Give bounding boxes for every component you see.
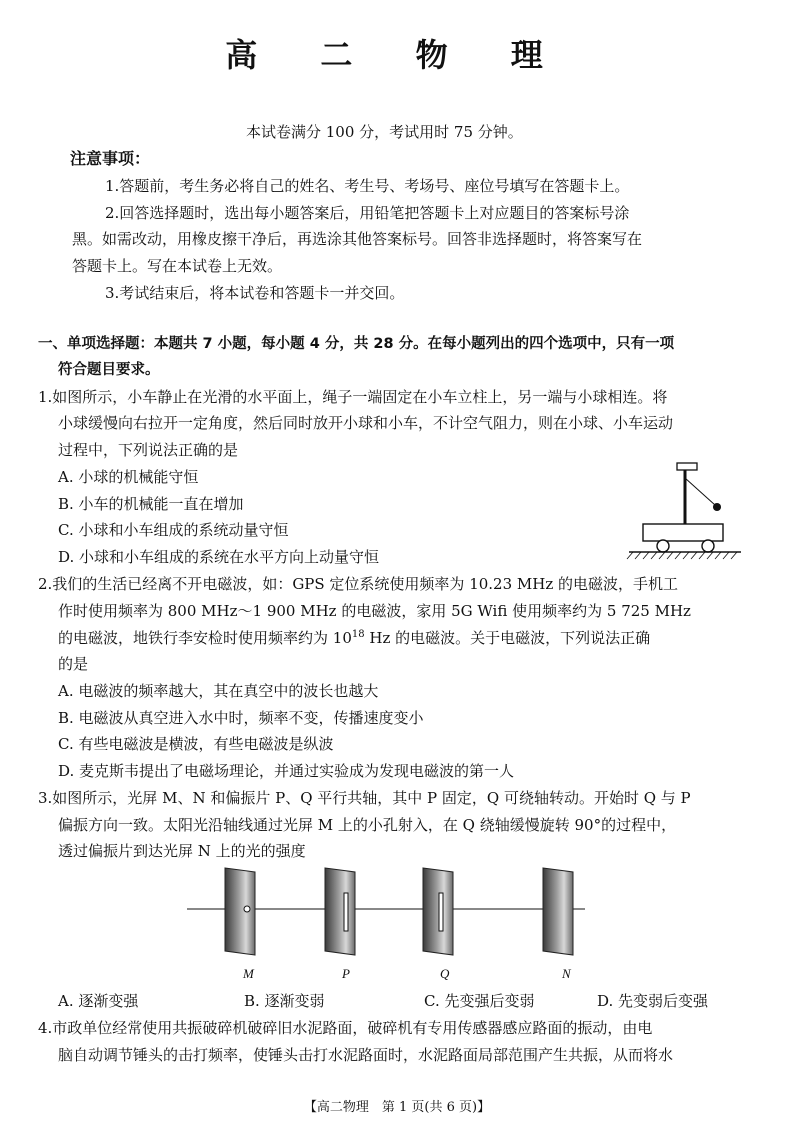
- rope: [685, 478, 715, 505]
- q1-stem-1: 1.如图所示，小车静止在光滑的水平面上，绳子一端固定在小车立柱上，另一端与小球相连。将: [38, 388, 668, 406]
- q4-stem-1: 4.市政单位经常使用共振破碎机破碎旧水泥路面，破碎机有专用传感器感应路面的振动，由电: [38, 1019, 653, 1037]
- q3-stem-1: 3.如图所示，光屏 M、N 和偏振片 P、Q 平行共轴，其中 P 固定，Q 可绕轴转动。开始时 Q 与 P: [38, 789, 691, 807]
- q3-option-c: C. 先变强后变弱: [424, 992, 535, 1010]
- notice-item-3: 3.考试结束后，将本试卷和答题卡一并交回。: [105, 284, 405, 302]
- q3-stem-3: 透过偏振片到达光屏 N 上的光的强度: [58, 842, 306, 860]
- q2-option-c: C. 有些电磁波是横波，有些电磁波是纵波: [58, 735, 334, 753]
- q2-option-d: D. 麦克斯韦提出了电磁场理论，并通过实验成为发现电磁波的第一人: [58, 762, 515, 780]
- label-p: P: [342, 966, 350, 981]
- label-q: Q: [440, 966, 450, 981]
- q1-option-b: B. 小车的机械能一直在增加: [58, 495, 244, 513]
- label-m: M: [243, 966, 254, 981]
- screen-m: [225, 868, 255, 955]
- cart-body: [643, 524, 723, 541]
- q4-stem-2: 脑自动调节锤头的击打频率，使锤头击打水泥路面时，水泥路面局部范围产生共振，从而将水: [58, 1046, 674, 1064]
- q1-stem-3: 过程中，下列说法正确的是: [58, 441, 239, 459]
- notice-item-1: 1.答题前，考生务必将自己的姓名、考生号、考场号、座位号填写在答题卡上。: [105, 177, 630, 195]
- q2-option-a: A. 电磁波的频率越大，其在真空中的波长也越大: [58, 682, 379, 700]
- polarizer-figure: [185, 860, 605, 960]
- exam-info: 本试卷满分 100 分，考试用时 75 分钟。: [246, 123, 523, 141]
- q2-option-b: B. 电磁波从真空进入水中时，频率不变，传播速度变小: [58, 709, 424, 727]
- q1-option-a: A. 小球的机械能守恒: [58, 468, 199, 486]
- q3-option-b: B. 逐渐变弱: [244, 992, 325, 1010]
- ball: [713, 503, 721, 511]
- q1-option-c: C. 小球和小车组成的系统动量守恒: [58, 521, 289, 539]
- section-heading-cont: 符合题目要求。: [58, 362, 160, 378]
- q3-option-d: D. 先变弱后变强: [597, 992, 709, 1010]
- notice-item-2: 2.回答选择题时，选出每小题答案后，用铅笔把答题卡上对应题目的答案标号涂: [105, 204, 630, 222]
- notice-item-2-cont2: 答题卡上。写在本试卷上无效。: [72, 257, 283, 275]
- label-n: N: [562, 966, 571, 981]
- polarizer-p: [325, 868, 355, 955]
- q2-stem-2: 作时使用频率为 800 MHz～1 900 MHz 的电磁波，家用 5G Wifi 使用频率约为 5 725 MHz: [58, 602, 691, 620]
- q3-stem-2: 偏振方向一致。太阳光沿轴线通过光屏 M 上的小孔射入，在 Q 绕轴缓慢旋转 90°的过程中，: [58, 816, 677, 834]
- polarizer-q: [423, 868, 453, 955]
- section-heading: 一、单项选择题：本题共 7 小题，每小题 4 分，共 28 分。在每小题列出的四个选项中，只有一项: [38, 336, 675, 352]
- q3-option-a: A. 逐渐变强: [58, 992, 139, 1010]
- q1-stem-2: 小球缓慢向右拉开一定角度，然后同时放开小球和小车，不计空气阻力，则在小球、小车运动: [58, 414, 674, 432]
- page-footer: 【高二物理 第 1 页(共 6 页)】: [303, 1100, 491, 1115]
- q1-option-d: D. 小球和小车组成的系统在水平方向上动量守恒: [58, 548, 380, 566]
- q2-stem-1: 2.我们的生活已经离不开电磁波，如：GPS 定位系统使用频率为 10.23 MHz 的电磁波，手机工: [38, 575, 679, 593]
- cart-pendulum-figure: [625, 460, 745, 565]
- page-title: 高 二 物 理: [225, 36, 569, 74]
- pinhole: [244, 906, 250, 912]
- q2-stem-3: 的电磁波，地铁行李安检时使用频率约为 $10^{18}$ Hz 的电磁波。关于电磁波，下列说法正确: [58, 629, 651, 647]
- notice-heading: 注意事项：: [70, 149, 151, 168]
- exponent: 18: [351, 629, 365, 640]
- notice-item-2-cont: 黑。如需改动，用橡皮擦干净后，再选涂其他答案标号。回答非选择题时，将答案写在: [72, 230, 643, 248]
- screen-n: [543, 868, 573, 955]
- q2-stem-4: 的是: [58, 655, 89, 673]
